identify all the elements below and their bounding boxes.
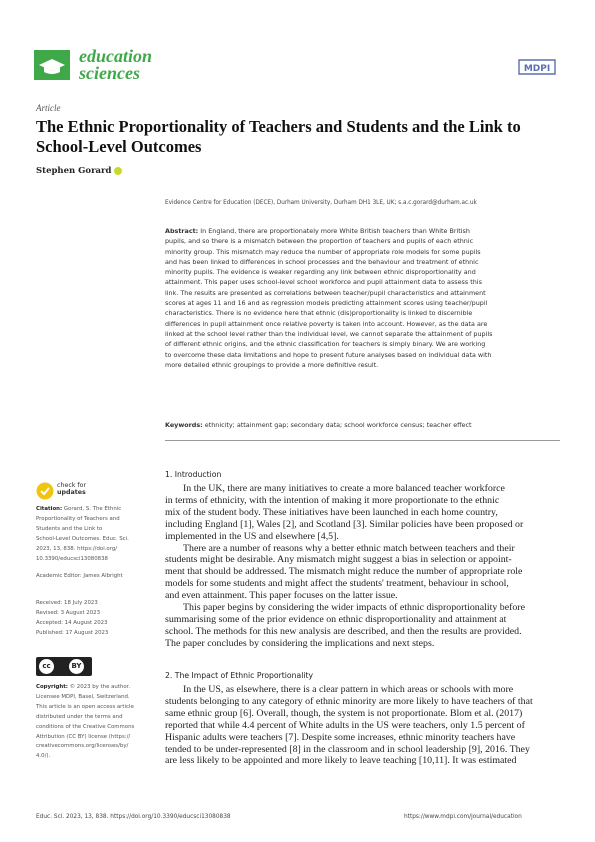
check-for-updates-button[interactable] xyxy=(36,482,126,502)
abstract-line: pupils, and so there is a mismatch between the proportion of teachers and pupils of each ethnic xyxy=(165,237,474,246)
section-heading-introduction: 1. Introduction xyxy=(165,470,222,479)
keywords-text: ethnicity; attainment gap; secondary data; school workforce census; teacher effect xyxy=(204,421,472,429)
keywords-label: Keywords: xyxy=(165,421,203,429)
abstract xyxy=(165,226,560,370)
abstract-line: scores at ages 11 and 16 and as regression models predicting attainment scores using teacher/pupil xyxy=(165,299,488,308)
abstract-line: of different ethnic origins, and the ethnic classification for teachers is simply binary. We are working xyxy=(165,340,486,349)
copyright-label: Copyright: xyxy=(36,684,68,690)
date-published: Published: 17 August 2023 xyxy=(36,629,109,636)
journal-name-line2: sciences xyxy=(79,63,140,83)
citation-block: Citation: Gorard, S. The Ethnic Proportionality of Teachers and Students and the Link to School-Level Outcomes. Educ. Sci. 2023, 13, 838. https://doi.org/ 10.3390/educsci13080838 xyxy=(36,506,129,562)
svg-text:MDPI: MDPI xyxy=(523,64,551,74)
orcid-icon[interactable] xyxy=(114,167,122,175)
author xyxy=(36,166,122,176)
divider xyxy=(165,440,560,441)
check-updates-line1: check for xyxy=(57,482,87,489)
academic-editor: Academic Editor: James Albright xyxy=(36,573,123,579)
section-impact: In the US, as elsewhere, there is a clear pattern in which areas or schools with more students belonging to any category of ethnic minority are more likely to have teachers of that same ethnic group [6]. Overall, though, the system is not proportionate. Blom et al. (2017) reported that while 4.4 percent of White adults in the US were teachers, only 1.5 percent of Hispanic adults were teachers [7]. Despite some increases, ethnic minority teachers have tended to be under-represented [8] in the classroom and in school leadership [9], 2016. They are less likely to be appointed and more likely to leave teaching [10,11]. It was estimated xyxy=(165,684,533,767)
abstract-line: characteristics. There is no evidence here that ethnic (dis)proportionality is linked to discernible xyxy=(165,309,473,318)
abstract-line: Abstract: In England, there are proportionately more White British teachers than White British xyxy=(165,227,470,235)
section-introduction: In the UK, there are many initiatives to create a more balanced teacher workforce in terms of ethnicity, with the intention of making it more proportionate to the ethnic mix of the student body. These initiatives have been launched in each home country, including England [1], Wales [2], and Scotland [3]. Similar policies have been proposed or implemented in the US and elsewhere [4,5]. There are a number of reasons why a better ethnic match between teachers and their students might be desirable. Any mismatch might suggest a bias in selection or appoint- ment that should be addressed. The mismatch might reduce the number of appropriate role models for some students and might affect the students' treatment, behaviour in school, and even attainment. This paper focuses on the latter issue. This paper begins by considering the wider impacts of ethnic disproportionality before summarising some of the prior evidence on ethnic disproportionality and attainment at school. The methods for this new analysis are described, and then the results are provided. The paper concludes by considering the implications and next steps. xyxy=(165,483,525,649)
date-received: Received: 18 July 2023 xyxy=(36,600,98,606)
citation-label: Citation: xyxy=(36,506,63,512)
check-updates-icon xyxy=(36,482,54,500)
abstract-line: attainment. This paper uses school-level school workforce and pupil attainment data to assess this xyxy=(165,278,482,287)
cc-icon: cc xyxy=(39,659,54,674)
abstract-line: linked at the school level rather than the individual level, we cannot separate the attainment of pupils xyxy=(165,329,493,338)
journal-name[interactable] xyxy=(79,48,152,82)
keywords xyxy=(165,421,560,429)
cc-by-license-badge[interactable] xyxy=(36,657,92,676)
check-updates-line2: updates xyxy=(57,489,86,496)
abstract-line: link. The results are presented as correlations between teacher/pupil characteristics and attainment xyxy=(165,288,486,297)
abstract-line: differences in pupil attainment once relative poverty is taken into account. However, as the data are xyxy=(165,319,488,328)
mdpi-logo-icon[interactable] xyxy=(515,56,559,78)
footer-citation[interactable]: Educ. Sci. 2023, 13, 838. https://doi.org/10.3390/educsci13080838 xyxy=(36,814,231,820)
journal-logo-icon xyxy=(34,50,70,80)
copyright-block: Copyright: © 2023 by the author. Licensee MDPI, Basel, Switzerland. This article is an open access article distributed under the terms and conditions of the Creative Commons Attribution (CC BY) license (https:// creativecommons.org/licenses/by/ 4.0/). xyxy=(36,684,135,760)
affiliation: Evidence Centre for Education (DECE), Durham University, Durham DH1 3LE, UK; s.a.c.gorard@durham.ac.uk xyxy=(165,200,477,206)
abstract-line: and has been linked to differences in school processes and the behaviour and treatment of ethnic xyxy=(165,257,479,266)
footer-url[interactable]: https://www.mdpi.com/journal/education xyxy=(404,814,522,820)
date-accepted: Accepted: 14 August 2023 xyxy=(36,619,108,626)
by-icon: BY xyxy=(69,659,84,674)
article-title: The Ethnic Proportionality of Teachers and Students and the Link to School-Level Outcomes xyxy=(36,117,521,156)
journal-name-line1: education xyxy=(79,46,153,66)
date-revised: Revised: 3 August 2023 xyxy=(36,609,101,616)
dates-block xyxy=(36,599,108,639)
abstract-line: to overcome these data limitations and hope to present future analyses based on individual data with xyxy=(165,350,492,359)
article-type: Article xyxy=(36,103,61,113)
abstract-line: minority pupils. The evidence is weaker regarding any link between ethnic disproportionality and xyxy=(165,268,476,277)
author-name[interactable]: Stephen Gorard xyxy=(36,166,112,176)
abstract-line: more detailed ethnic groupings to provide a more definitive result. xyxy=(165,360,379,369)
abstract-label: Abstract: xyxy=(165,227,199,235)
section-heading-impact: 2. The Impact of Ethnic Proportionality xyxy=(165,671,314,680)
abstract-line: minority group. This mismatch may reduce the number of appropriate role models for some pupils xyxy=(165,247,481,256)
